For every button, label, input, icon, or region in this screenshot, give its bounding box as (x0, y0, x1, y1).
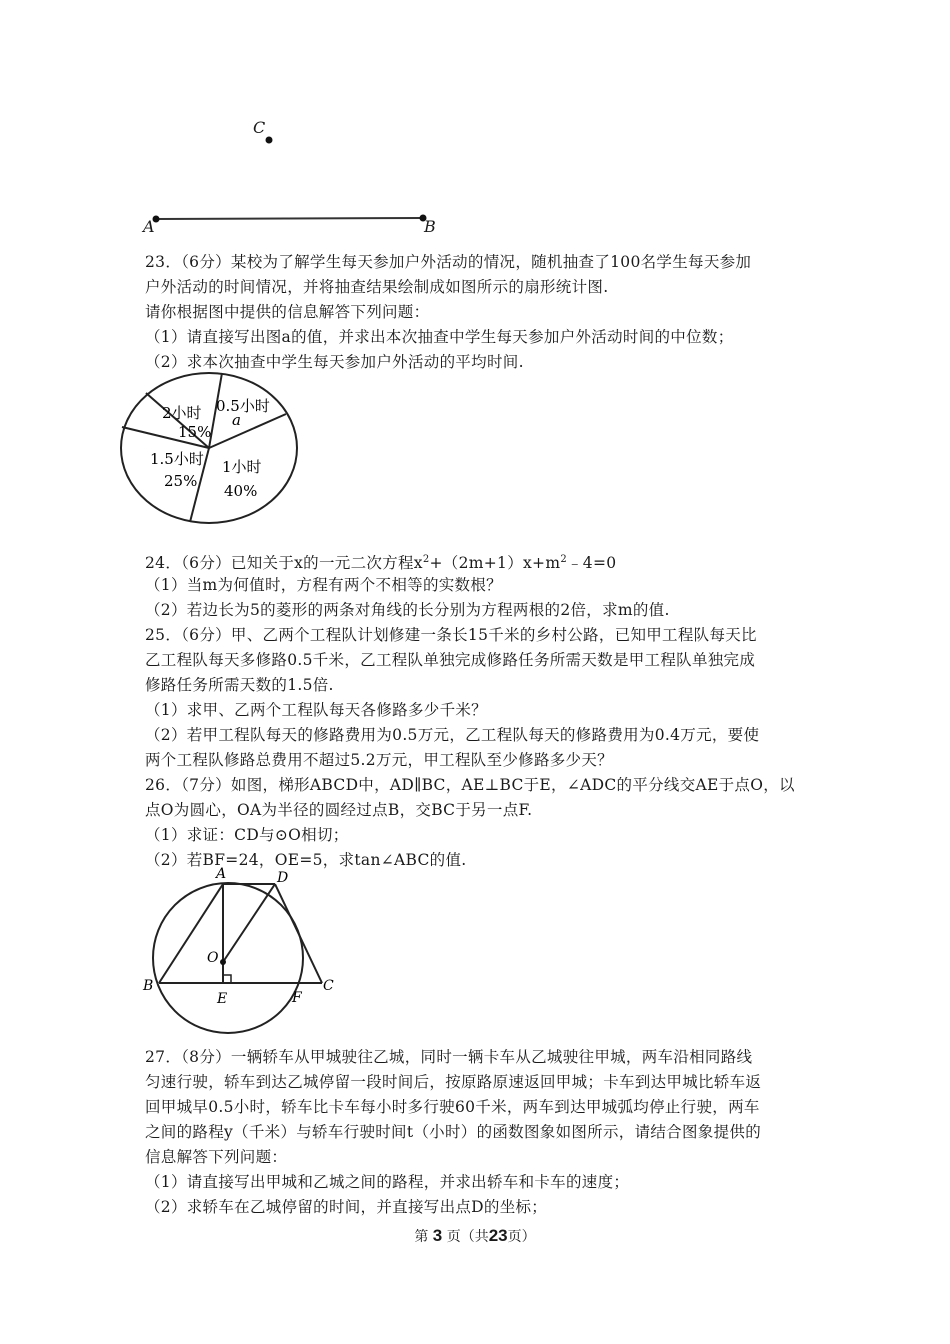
q23-line-3: 请你根据图中提供的信息解答下列问题： (145, 303, 430, 321)
footer-mid: 页（共 (446, 1229, 489, 1245)
point-b-label: B (424, 217, 436, 236)
slice-value-2: 25% (164, 472, 198, 490)
slice-label-1: 1小时 (222, 458, 262, 476)
pie-divider-2 (209, 414, 286, 448)
q23-line-2: 户外活动的时间情况，并将抽查结果绘制成如图所示的扇形统计图. (145, 278, 609, 296)
q24-sup-1: 2 (422, 554, 430, 565)
q24-line-1-post: ﹣4=0 (567, 554, 617, 573)
point-c (266, 137, 273, 144)
segment-ab (156, 218, 423, 219)
slice-value-0: a (232, 411, 241, 429)
q27-line-2: 匀速行驶，轿车到达乙城停留一段时间后，按原路原速返回甲城；卡车到达甲城比轿车返 (145, 1073, 762, 1091)
q24-line-3: （2）若边长为5的菱形的两条对角线的长分别为方程两根的2倍，求m的值. (145, 601, 670, 619)
q27-line-4: 之间的路程y（千米）与轿车行驶时间t（小时）的函数图象如图所示，请结合图象提供的 (145, 1123, 761, 1141)
q27-line-1: 27．（8分）一辆轿车从甲城驶往乙城，同时一辆卡车从乙城驶往甲城，两车沿相同路线 (145, 1048, 753, 1066)
segment-ab-svg (140, 125, 440, 235)
q26-line-2: 点O为圆心，OA为半径的圆经过点B，交BC于另一点F. (145, 801, 533, 819)
q24-line-1-mid: +（2m+1）x+m (429, 554, 561, 573)
bisector-do (223, 884, 275, 962)
q23-line-1: 23．（6分）某校为了解学生每天参加户外活动的情况，随机抽查了100名学生每天参加 (145, 253, 752, 271)
label-e: E (217, 991, 228, 1007)
label-b: B (143, 978, 154, 994)
q26-line-1: 26．（7分）如图，梯形ABCD中，AD∥BC，AE⊥BC于E，∠ADC的平分线交AE于点O，以 (145, 776, 795, 794)
slice-label-2: 1.5小时 (150, 450, 204, 468)
footer-page-number: 3 (432, 1226, 443, 1245)
trapezoid-circle-figure (135, 862, 345, 1034)
point-a-label: A (143, 217, 155, 236)
q25-line-4: （1）求甲、乙两个工程队每天各修路多少千米？ (145, 701, 487, 719)
q27-line-3: 回甲城早0.5小时，轿车比卡车每小时多行驶60千米，两车到达甲城弧均停止行驶，两车 (145, 1098, 760, 1116)
footer-total-pages: 23 (488, 1226, 508, 1245)
q27-line-5: 信息解答下列问题： (145, 1148, 288, 1166)
label-f: F (292, 990, 302, 1006)
label-o: O (207, 950, 219, 966)
q24-line-2: （1）当m为何值时，方程有两个不相等的实数根？ (145, 576, 502, 594)
label-d: D (277, 870, 289, 886)
q24-line-1 (145, 550, 616, 573)
slice-value-1: 40% (224, 482, 258, 500)
q24-line-1-pre: 24．（6分）已知关于x的一元二次方程x (145, 554, 423, 573)
q23-line-4: （1）请直接写出图a的值，并求出本次抽查中学生每天参加户外活动时间的中位数； (145, 328, 734, 346)
q26-line-3: （1）求证：CD与⊙O相切； (145, 826, 349, 844)
q25-line-2: 乙工程队每天多修路0.5千米，乙工程队单独完成修路任务所需天数是甲工程队单独完成 (145, 651, 756, 669)
q25-line-6: 两个工程队修路总费用不超过5.2万元，甲工程队至少修路多少天？ (145, 751, 613, 769)
footer-pre: 第 (414, 1229, 429, 1245)
page-footer (0, 1226, 950, 1246)
pie-chart (118, 372, 308, 524)
slice-label-3: 2小时 (162, 404, 202, 422)
q24-sup-2: 2 (560, 554, 567, 565)
point-c-label: C (253, 118, 266, 137)
q25-line-5: （2）若甲工程队每天的修路费用为0.5万元，乙工程队每天的修路费用为0.4万元，要使 (145, 726, 760, 744)
segment-ab (159, 884, 223, 983)
label-a: A (216, 866, 227, 882)
point-o (220, 959, 226, 965)
footer-post: 页） (507, 1229, 536, 1245)
label-c: C (323, 978, 334, 994)
segment-dc (275, 884, 322, 983)
q26-line-4: （2）若BF=24，OE=5，求tan∠ABC的值. (145, 851, 467, 869)
slice-label-0: 0.5小时 (216, 397, 270, 415)
right-angle-mark (223, 975, 231, 983)
q25-line-1: 25．（6分）甲、乙两个工程队计划修建一条长15千米的乡村公路，已知甲工程队每天比 (145, 626, 757, 644)
q27-line-7: （2）求轿车在乙城停留的时间，并直接写出点D的坐标； (145, 1198, 548, 1216)
slice-value-3: 15% (178, 423, 212, 441)
q27-line-6: （1）请直接写出甲城和乙城之间的路程，并求出轿车和卡车的速度； (145, 1173, 630, 1191)
q25-line-3: 修路任务所需天数的1.5倍. (145, 676, 334, 694)
q23-line-5: （2）求本次抽查中学生每天参加户外活动的平均时间. (145, 353, 524, 371)
